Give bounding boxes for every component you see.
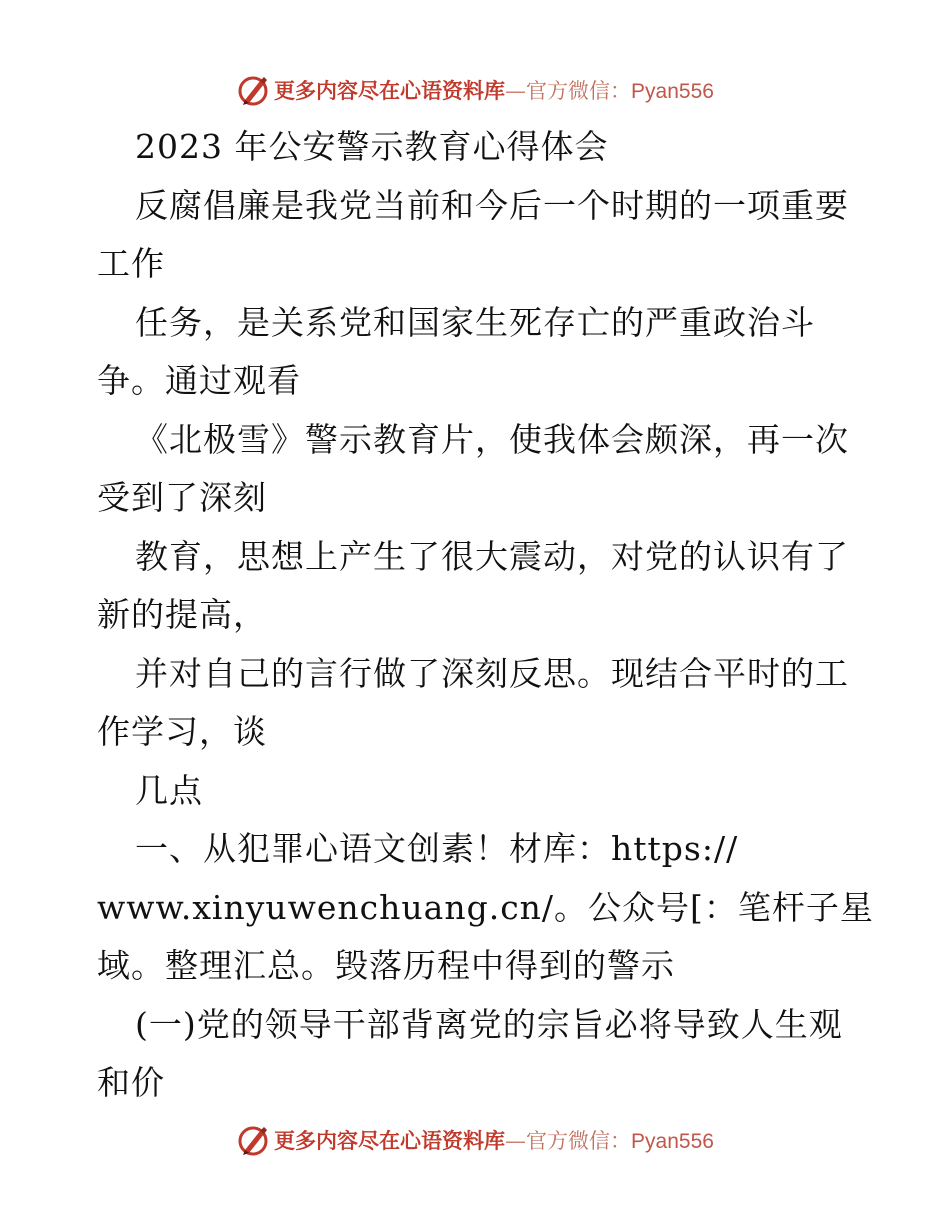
banner-dash: — bbox=[505, 79, 527, 103]
document-line: 工作 bbox=[97, 244, 165, 283]
pen-logo-icon bbox=[236, 73, 270, 107]
document-line: 作学习，谈 bbox=[97, 712, 267, 751]
header-watermark-banner bbox=[0, 70, 950, 110]
document-line: 教育，思想上产生了很大震动，对党的认识有了 bbox=[135, 536, 849, 576]
banner-wechat-id: Pyan556 bbox=[631, 80, 714, 103]
footer-watermark-banner bbox=[0, 1120, 950, 1160]
pen-logo-icon bbox=[236, 1123, 270, 1157]
document-line: 2023 年公安警示教育心得体会 bbox=[135, 127, 609, 166]
banner-wechat-label: 官方微信： bbox=[526, 79, 632, 103]
document-line: 争。通过观看 bbox=[97, 361, 301, 400]
banner-content bbox=[236, 73, 714, 107]
document-line: www.xinyuwenchuang.cn/。公众号[：笔杆子星 bbox=[97, 887, 874, 927]
document-line: 域。整理汇总。毁落历程中得到的警示 bbox=[97, 946, 675, 985]
banner-wechat-label: 官方微信： bbox=[526, 1129, 632, 1153]
banner-site-name: 更多内容尽在心语资料库 bbox=[274, 1129, 506, 1153]
document-line: 一、从犯罪心语文创素！材库：https:// bbox=[135, 829, 739, 868]
document-line: 新的提高， bbox=[97, 595, 267, 634]
document-line: 并对自己的言行做了深刻反思。现结合平时的工 bbox=[135, 653, 849, 693]
document-line: 《北极雪》警示教育片，使我体会颇深，再一次 bbox=[135, 419, 849, 459]
document-line: 任务，是关系党和国家生死存亡的严重政治斗 bbox=[135, 302, 815, 342]
banner-text bbox=[274, 1125, 714, 1155]
document-line: (一)党的领导干部背离党的宗旨必将导致人生观 bbox=[135, 1004, 843, 1044]
document-line: 受到了深刻 bbox=[97, 478, 267, 517]
banner-dash: — bbox=[505, 1129, 527, 1153]
banner-site-name: 更多内容尽在心语资料库 bbox=[274, 79, 506, 103]
banner-content bbox=[236, 1123, 714, 1157]
banner-text bbox=[274, 75, 714, 105]
document-line: 和价 bbox=[97, 1063, 165, 1102]
banner-wechat-id: Pyan556 bbox=[631, 1130, 714, 1153]
document-body bbox=[97, 118, 874, 1113]
document-line: 反腐倡廉是我党当前和今后一个时期的一项重要 bbox=[135, 185, 849, 225]
document-line: 几点 bbox=[135, 770, 203, 810]
